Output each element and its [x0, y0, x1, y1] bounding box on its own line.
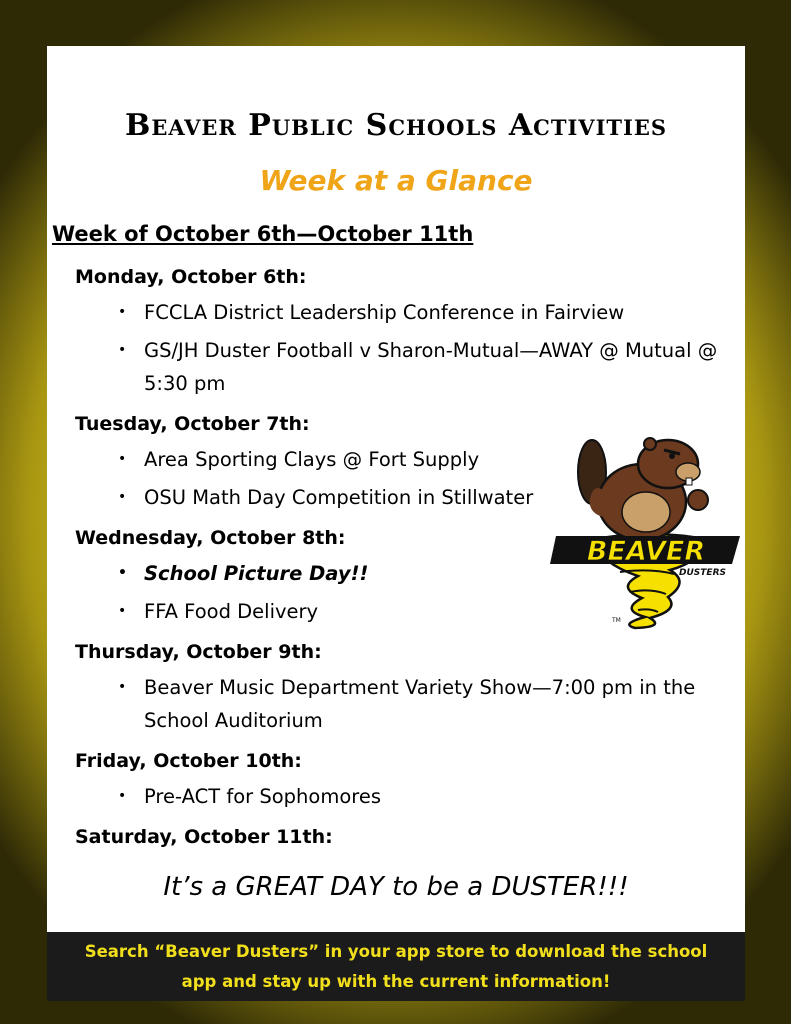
logo-tagline: DUSTERS: [679, 568, 726, 578]
bullet-icon: •: [118, 489, 127, 505]
activity-list: [47, 780, 745, 818]
activity-item: [118, 780, 745, 818]
activity-text: School Picture Day!!: [144, 562, 369, 585]
app-store-footer: [47, 932, 745, 1001]
activity-item: [118, 334, 745, 405]
day-heading: Monday, October 6th:: [75, 266, 307, 288]
activity-text: FFA Food Delivery: [144, 600, 319, 623]
bullet-icon: •: [118, 565, 127, 581]
beaver-belly: [622, 492, 670, 532]
flyer-subtitle: Week at a Glance: [259, 164, 533, 197]
bullet-icon: •: [118, 603, 127, 619]
day-heading: Thursday, October 9th:: [75, 641, 322, 663]
footer-line-1: Search “Beaver Dusters” in your app store to download the school: [84, 942, 708, 961]
activity-text: OSU Math Day Competition in Stillwater: [144, 486, 534, 509]
bullet-icon: •: [118, 304, 127, 320]
activity-text: Pre-ACT for Sophomores: [144, 785, 381, 808]
beaver-teeth: [686, 478, 692, 485]
bullet-icon: •: [118, 342, 127, 358]
logo-trademark: TM: [612, 617, 621, 624]
footer-line-2: app and stay up with the current information!: [181, 972, 611, 991]
activity-list: [47, 671, 745, 742]
logo-wordmark: BEAVER: [586, 536, 706, 567]
flyer-title: Beaver Public Schools Activities: [124, 108, 668, 143]
bullet-icon: •: [118, 451, 127, 467]
flyer-panel: [47, 46, 745, 932]
bullet-icon: •: [118, 788, 127, 804]
bullet-icon: •: [118, 679, 127, 695]
slogan: It’s a GREAT DAY to be a DUSTER!!!: [163, 872, 629, 902]
activity-text: FCCLA District Leadership Conference in Fairview: [144, 301, 625, 324]
activity-text: Beaver Music Department Variety Show—7:00 pm in the School Auditorium: [144, 676, 696, 732]
beaver-dusters-logo: [550, 432, 746, 634]
activity-text: GS/JH Duster Football v Sharon-Mutual—AWAY @ Mutual @ 5:30 pm: [144, 339, 718, 395]
day-heading: Friday, October 10th:: [75, 750, 302, 772]
activity-text: Area Sporting Clays @ Fort Supply: [144, 448, 480, 471]
beaver-ear: [644, 438, 656, 450]
week-heading: Week of October 6th—October 11th: [52, 222, 474, 246]
activity-item: [118, 296, 745, 334]
beaver-fist: [688, 490, 708, 510]
activity-item: [118, 671, 745, 742]
day-heading: Saturday, October 11th:: [75, 826, 333, 848]
day-heading: Tuesday, October 7th:: [75, 413, 310, 435]
day-heading: Wednesday, October 8th:: [75, 527, 346, 549]
activity-list: [47, 296, 745, 405]
